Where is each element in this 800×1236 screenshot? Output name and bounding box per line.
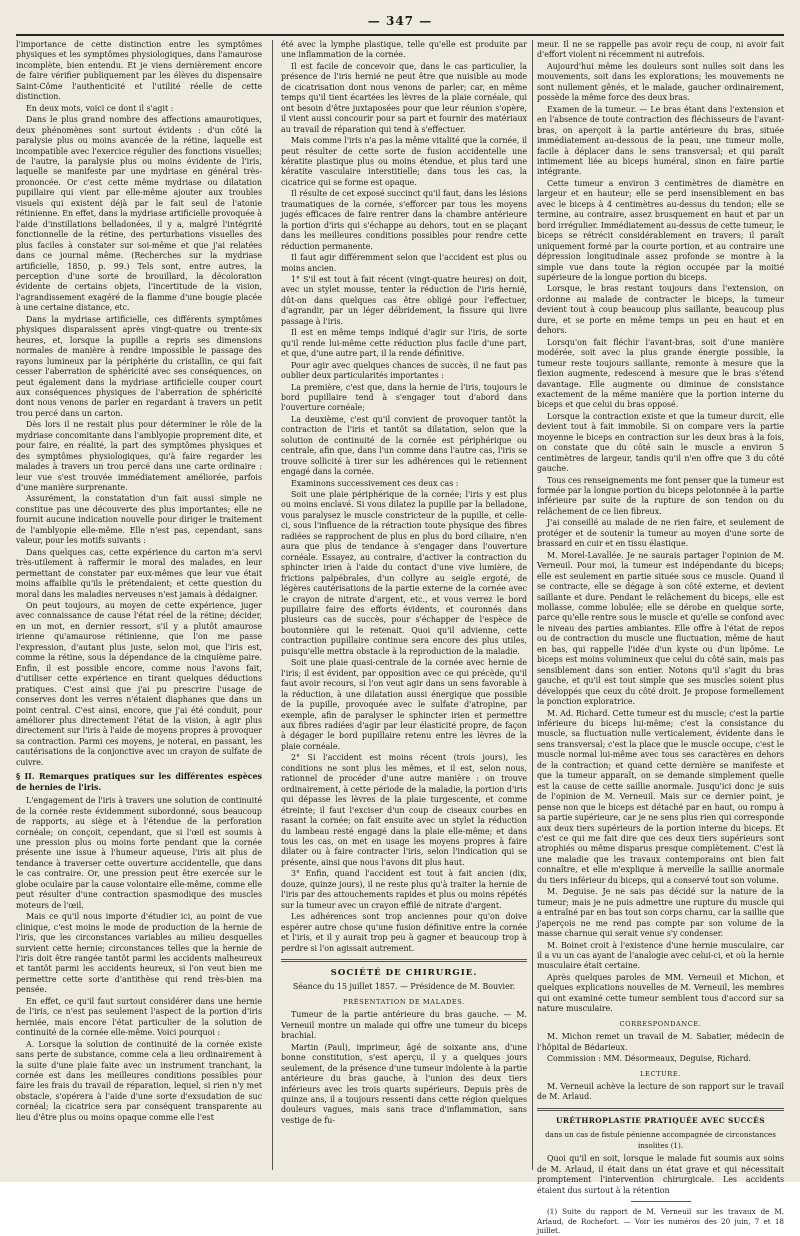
column-divider: [272, 40, 273, 1170]
paragraph: Les adhérences sont trop anciennes pour qu'on doive espérer autre chose qu'une fusion définitive entre la cornée et l'iris, et il y aurait trop peu à gagner et beaucoup trop à perdre si l'on agissait autrement.: [281, 912, 527, 953]
paragraph: La deuxième, c'est qu'il convient de provoquer tantôt la contraction de l'iris et tantôt sa dilatation, selon que la solution de continuité de la cornée est périphérique ou centrale, afin que, dans l'un comme dans l'autre cas, l'iris se trouve sollicité à tirer sur les adhérences qui le retiennent engagé dans la cornée.: [281, 414, 527, 477]
paragraph: Dans quelques cas, cette expérience du carton m'a servi très-utilement à raffermir le moral des malades, en leur permettant de constater par eux-mêmes que leur vue était moins affaiblie qu'ils le prétendaient; et cette question du moral dans les maladies nerveuses n'est jamais à dédaigner.: [16, 547, 262, 599]
paragraph: En effet, ce qu'il faut surtout considérer dans une hernie de l'iris, ce n'est pas seulement l'aspect de la portion d'iris herniée, mais encore l'état particulier de la solution de continuité de la cornée elle-même. Voici pourquoi :: [16, 996, 262, 1038]
paragraph: Mais ce qu'il nous importe d'étudier ici, au point de vue clinique, c'est moins le mode de production de la hernie de l'iris, que les circonstances variables au milieu desquelles survient cette hernie; circonstances telles que la hernie de l'iris doit être rangée tantôt parmi les accidents malheureux et tantôt parmi les accidents heureux, si l'on veut bien me permettre cette sorte d'antithèse qui rend très-bien ma pensée.: [16, 912, 262, 995]
paragraph: La première, c'est que, dans la hernie de l'iris, toujours le bord pupillaire tend à s'engager tout d'abord dans l'ouverture cornéale;: [281, 382, 527, 413]
paragraph: Dès lors il ne restait plus pour déterminer le rôle de la mydriase concomitante dans l'amblyopie proprement dite, et pour faire, en réalité, la part des symptômes physiques et des symptômes physiologiques, qu'à faire regarder les malades à travers un trou percé dans une carte ordinaire : leur vue s'est trouvée immédiatement améliorée, parfois d'une manière surprenante.: [16, 420, 262, 493]
paragraph: Soit une plaie périphérique de la cornée; l'iris y est plus ou moins enclavé. Si vous dilatez la pupille par la belladone, vous paralysez le muscle constricteur de la pupille, et celle-ci, sous l'influence de la rétraction toute physique des fibres radiées se rapprochent de plus en plus du bord ciliaire, n'en aura que plus de tendance à s'engager dans l'ouverture cornéale. Essayez, au contraire, d'activer la contraction du sphincter irien à l'aide du contact d'une vive lumière, de frictions palpébrales, d'un collyre au seigle ergoté, de légères cautérisations de la partie externe de la cornée avec le crayon de nitrate d'argent, etc., et vous verrez le bord pupillaire faire des efforts évidents, et couronnés dans plusieurs cas de succès, pour s'échapper de l'espèce de boutonnière qui le retenait. Quoi qu'il advienne, cette contraction pupillaire continue sera encore des plus utiles, puisqu'elle mettra obstacle à la reproduction de la maladie.: [281, 490, 527, 656]
paragraph: Mais comme l'iris n'a pas la même vitalité que la cornée, il peut résulter de cette sorte de fusion accidentelle une kératite plastique plus ou moins étendue, et plus tard une kératite vasculaire interstitielle; dans tous les cas, la cicatrice qui se forme est opaque.: [281, 136, 527, 187]
paragraph: Lorsqu'on fait fléchir l'avant-bras, soit d'une manière modérée, soit avec la plus grande énergie possible, la tumeur reste toujours saillante, remonte à mesure que la flexion augmente, redescend à mesure que le bras s'étend davantage. Elle augmente ou diminue de consistance exactement de la même manière que la portion interne du biceps et que celui du bras opposé.: [537, 337, 784, 410]
paragraph: J'ai conseillé au malade de ne rien faire, et seulement de protéger et de soutenir la tumeur au moyen d'une sorte de brassard en cuir et en tissu élastique.: [537, 518, 784, 549]
paragraph: Cette tumeur a environ 3 centimètres de diamètre en largeur et en hauteur; elle se perd insensiblement en bas avec le biceps à 4 centimètres au-dessus du tendon; elle se termine, au contraire, assez brusquement en haut et par un bord irrégulier. Immédiatement au-dessus de cette tumeur, le biceps se rétrécit considérablement en travers; il paraît uniquement formé par la courte portion, et au contraire une dépression longitudinale assez profonde se montre à la simple vue dans toute la région occupée par la moitié supérieure de la longue portion du biceps.: [537, 178, 784, 282]
paragraph: Après quelques paroles de MM. Verneuil et Michon, et quelques explications nouvelles de M. Verneuil, les membres qui ont examiné cette tumeur semblent tous d'accord sur sa nature musculaire.: [537, 972, 784, 1014]
section-rule: [537, 1108, 784, 1111]
paragraph: Il est en même temps indiqué d'agir sur l'iris, de sorte qu'il rende lui-même cette réduction plus facile d'une part, et que, d'une autre part, il la rende définitive.: [281, 328, 527, 359]
paragraph: On peut toujours, au moyen de cette expérience, juger avec connaissance de cause l'état réel de la rétine; décider, en un mot, en dernier ressort, s'il y a plutôt amaurose irienne qu'amaurose rétinienne, que l'on me passe l'expression, d'autant plus juste, selon moi, que l'iris est, comme la rétine, sous la dépendance de la cinquième paire. Enfin, il est possible encore, comme nous l'avons fait, d'utiliser cette expérience en tirant quelques déductions pratiques. C'est ainsi que j'ai pu prescrire l'usage de conserves dont les verres n'étaient diaphanes que dans un point central. C'est ainsi, encore, que j'ai été conduit, pour améliorer plus directement l'état de la vision, à agir plus directement sur l'iris à l'aide de moyens propres à provoquer sa contraction. Parmi ces moyens, je noterai, en passant, les cautérisations de la conjonctive avec un crayon de sulfate de cuivre.: [16, 601, 262, 767]
paragraph: Quoi qu'il en soit, lorsque le malade fut soumis aux soins de M. Arlaud, il était dans un état grave et qui nécessitait promptement l'intervention chirurgicale. Les accidents étaient dus surtout à la rétention: [537, 1154, 784, 1195]
paragraph: Dans la mydriase artificielle, ces différents symptômes physiques disparaissent après vingt-quatre ou trente-six heures, et, lorsque la pupille a repris ses dimensions normales de manière à rendre impossible le passage des rayons lumineux par la périphérie du cristallin, ce qui fait cesser l'aberration de sphéricité avec ses conséquences, on peut également dans la mydriase artificielle couper court aux conséquences physiques de l'aberration de sphéricité dont nous venons de parler en regardant à travers un petit trou percé dans un carton.: [16, 314, 262, 418]
correspondance-heading: CORRESPONDANCE.: [619, 1019, 702, 1028]
paragraph: Soit une plaie quasi-centrale de la cornée avec hernie de l'iris; il est évident, par opposition avec ce qui précède, qu'il faut avoir recours, si l'on veut agir dans un sens favorable à la réduction, à une dilatation aussi énergique que possible de la pupille, provoquée avec le sulfate d'atropine, par exemple, afin de paralyser le sphincter irien et permettre aux fibres radiées d'agir par leur élasticité propre, de façon à dégager le bord pupillaire retenu entre les lèvres de la plaie cornéale.: [281, 658, 527, 751]
section-rule: [281, 959, 527, 962]
presentation-heading: PRÉSENTATION DE MALADES.: [343, 997, 465, 1006]
paragraph: 1° S'il est tout à fait récent (vingt-quatre heures) on doit, avec un stylet mousse, tenter la réduction de l'iris hernié, dût-on dans quelques cas être obligé pour l'effectuer, d'agrandir, par un léger débridement, la fissure qui livre passage à l'iris.: [281, 274, 527, 326]
paragraph: M. Morel-Lavallée. Je ne saurais partager l'opinion de M. Verneuil. Pour moi, la tumeur est indépendante du biceps; elle est seulement en partie située sous ce muscle. Quand il se contracte, elle se dégage à son côté externe, et devient saillante et dure. Pendant le relâchement du biceps, elle est mollasse, comme lobulée; elle se dérobe en quelque sorte, parce qu'elle rentre sous le muscle et qu'elle se confond avec le niveau des parties ambiantes. Elle offre à l'état de repos ou de contraction du muscle une fluctuation, même de haut en bas, qui rappelle l'idée d'un kyste ou d'un lipôme. Le biceps est moins volumineux que celui du côté sain, mais pas sensiblement dans son entier. Notons qu'il s'agit du bras gauche, et qu'il est tout simple que ses muscles soient plus développés que ceux du côté droit. Je propose formellement la ponction exploratrice.: [537, 550, 784, 707]
paragraph: En deux mots, voici ce dont il s'agit :: [26, 103, 174, 113]
section-heading: § II. Remarques pratiques sur les différentes espèces de hernies de l'iris.: [16, 772, 262, 792]
paragraph: Lorsque, le bras restant toujours dans l'extension, on ordonne au malade de contracter le biceps, la tumeur devient tout à coup beaucoup plus saillante, beaucoup plus dure, et se porte en même temps un peu en haut et en dehors.: [537, 284, 784, 336]
paragraph: été avec la lymphe plastique, telle qu'elle est produite par une inflammation de la cornée.: [281, 40, 527, 60]
footnote: (1) Suite du rapport de M. Verneuil sur les travaux de M. Arlaud, de Rochefort. — Voir les numéros des 20 juin, 7 et 18 juillet.: [537, 1207, 784, 1236]
paragraph: M. Ad. Richard. Cette tumeur est du muscle; c'est la partie inférieure du biceps lui-même; c'est la consistance du muscle, sa fluctuation nulle verticalement, évidente dans le sens transversal; c'est la place que le muscle occupe, c'est le muscle normal lui-même avec tous ses caractères en dehors de la contraction; et quand cette dernière se manifeste et que la tumeur apparaît, on se demande simplement quelle est la cause de cette saillie anormale. Jusqu'ici donc je suis de l'opinion de M. Verneuil. Mais sur ce dernier point, je pense non que le biceps est détaché par en haut, ou rompu à sa partie supérieure, car je ne sens plus rien qui corresponde aux deux tiers supérieurs de la portion interne du biceps. Et c'est ce qui me fait dire que ces deux tiers supérieurs sont atrophiés ou même disparus presque complètement. C'est là une maladie que les travaux contemporains ont bien fait connaître, et elle m'explique à merveille la saillie anormale du tiers inférieur du biceps, qui a conservé tout son volume.: [537, 708, 784, 885]
footnote-rule: [631, 1201, 691, 1202]
column-left: [16, 40, 262, 1172]
paragraph: M. Verneuil achève la lecture de son rapport sur le travail de M. Arlaud.: [537, 1081, 784, 1102]
paragraph: Aujourd'hui même les douleurs sont nulles soit dans les mouvements, soit dans les explorations; les mouvements ne sont nullement gênés, et le malade, gaucher ordinairement, possède la même force des deux bras.: [537, 61, 784, 103]
society-heading: SOCIÉTÉ DE CHIRURGIE.: [330, 967, 478, 978]
paragraph: Examinons successivement ces deux cas :: [291, 478, 459, 488]
paragraph: Il est facile de concevoir que, dans le cas particulier, la présence de l'iris hernié ne peut être que nuisible au mode de cicatrisation dont nous venons de parler; car, en même temps qu'il tient écartées les lèvres de la plaie cornéale, qui ont besoin d'être juxtaposées pour que leur réunion s'opère, il vient aussi concourir pour sa part et fournir des matériaux au travail de réparation qui tend à s'effectuer.: [281, 61, 527, 134]
header-rule: [16, 34, 784, 36]
paragraph: meur. Il ne se rappelle pas avoir reçu de coup, ni avoir fait d'effort violent ni récemment ni autrefois.: [537, 40, 784, 60]
paragraph: Lorsque la contraction existe et que la tumeur durcit, elle devient tout à fait immobile. Si on compare vers la partie moyenne le biceps en contraction sur les deux bras à la fois, on constate que du côté sain le muscle a environ 5 centimètres de largeur, tandis qu'il n'en offre que 3 du côté gauche.: [537, 411, 784, 474]
paragraph: Il faut agir différemment selon que l'accident est plus ou moins ancien.: [281, 253, 527, 273]
paragraph: M. Deguise. Je ne sais pas décidé sur la nature de la tumeur; mais je ne puis admettre une rupture du muscle qui a entraîné par en bas tout son corps charnu, car la saillie que j'aperçois ne me rend pas compte par son volume de la masse charnue qui serait venue s'y condenser.: [537, 887, 784, 939]
column-middle: [281, 40, 527, 1172]
paragraph: Martin (Paul), imprimeur, âgé de soixante ans, d'une bonne constitution, s'est aperçu, il y a quelques jours seulement, de la présence d'une tumeur indolente à la partie antérieure du bras gauche, à l'union des deux tiers inférieurs avec les trois quarts supérieurs. Depuis près de quinze ans, il a toujours ressenti dans cette région quelques douleurs vagues, mais sans trace d'inflammation, sans vestige de fu-: [281, 1042, 527, 1125]
page-number: — 347 —: [367, 14, 433, 28]
article-title: URÉTHROPLASTIE PRATIQUÉE AVEC SUCCÈS: [556, 1115, 765, 1125]
paragraph: l'importance de cette distinction entre les symptômes physiques et les symptômes physiologiques, dans l'amaurose incomplète, bien entendu. Et je viens dernièrement encore de faire vérifier publiquement par les élèves du dispensaire Saint-Côme l'authenticité et l'utilité réelle de cette distinction.: [16, 40, 262, 102]
paragraph: Pour agir avec quelques chances de succès, il ne faut pas oublier deux particularités importantes :: [281, 360, 527, 381]
paragraph: M. Boinet croit à l'existence d'une hernie musculaire, car il a vu un cas ayant de l'analogie avec celui-ci, et où la hernie musculaire était certaine.: [537, 940, 784, 971]
paragraph: A. Lorsque la solution de continuité de la cornée existe sans perte de substance, comme cela a lieu ordinairement à la suite d'une plaie faite avec un instrument tranchant, la cornée est dans les meilleures conditions possibles pour faire les frais du travail de réparation, lequel, si rien n'y met obstacle, s'opérera à l'aide d'une sorte d'exsudation de suc cornéal; la cicatrice sera par conséquent transparente au lieu d'être plus ou moins opaque comme elle l'est: [16, 1039, 262, 1122]
paragraph: 2° Si l'accident est moins récent (trois jours), les conditions ne sont plus les mêmes, et il est, selon nous, rationnel de procéder d'une autre manière : on trouve ordinairement, à cette période de la maladie, la portion d'iris qui dépasse les lèvres de la plaie turgescente, et comme étreinte; il faut l'exciser d'un coup de ciseaux courbes en rasant la cornée; on fait ensuite avec un stylet la réduction du lambeau resté engagé dans la plaie elle-même; et dans tous les cas, on met en usage les moyens propres à faire dilater ou à faire contracter l'iris, selon l'indication qui se présente, ainsi que nous l'avons dit plus haut.: [281, 753, 527, 867]
article-subtitle: dans un cas de fistule pénienne accompagnée de circonstances insolites (1).: [545, 1130, 776, 1150]
paragraph: Il résulte de cet exposé succinct qu'il faut, dans les lésions traumatiques de la cornée, s'efforcer par tous les moyens jugés efficaces de faire rentrer dans la chambre antérieure la portion d'iris qui s'échappe au dehors, tout en se plaçant dans les meilleures conditions possibles pour rendre cette réduction permanente.: [281, 189, 527, 251]
paragraph: 3° Enfin, quand l'accident est tout à fait ancien (dix, douze, quinze jours), il ne reste plus qu'à traiter la hernie de l'iris par des attouchements rapides et plus ou moins répétés sur la tumeur avec un crayon effilé de nitrate d'argent.: [281, 869, 527, 910]
paragraph: Tous ces renseignements me font penser que la tumeur est formée par la longue portion du biceps pelotonnée à la partie inférieure par suite de la rupture de son tendon ou du relâchement de ce lien fibreux.: [537, 475, 784, 516]
column-right: [537, 40, 784, 1236]
paragraph: Examen de la tumeur. — Le bras étant dans l'extension et en l'absence de toute contraction des fléchisseurs de l'avant-bras, on aperçoit à la partie antérieure du bras, située immédiatement au-dessous de la peau, une tumeur molle, facile à déplacer dans le sens transversal; et qui paraît intimement liée au biceps huméral, sinon en faire partie intégrante.: [537, 104, 784, 177]
session-line: Séance du 15 juillet 1857. — Présidence de M. Bouvier.: [292, 982, 516, 992]
paragraph: Commission : MM. Désormeaux, Deguise, Richard.: [547, 1054, 751, 1064]
paragraph: Assurément, la constatation d'un fait aussi simple ne constitue pas une découverte des plus importantes; elle ne fournit aucune indication nouvelle pour diriger le traitement de l'amblyopie elle-même. Elle n'est pas, cependant, sans valeur, pour les motifs suivants :: [16, 494, 262, 546]
paragraph: M. Michon remet un travail de M. Sabatier, médecin de l'hôpital de Bédarieux.: [537, 1032, 784, 1052]
paragraph: Tumeur de la partie antérieure du bras gauche. — M. Verneuil montre un malade qui offre une tumeur du biceps brachial.: [281, 1010, 527, 1041]
lecture-heading: LECTURE.: [640, 1069, 681, 1078]
column-divider: [532, 40, 533, 1170]
paragraph: Dans le plus grand nombre des affections amaurotiques, deux phénomènes sont surtout évidents : d'un côté la paralysie plus ou moins avancée de la rétine, laquelle est incompatible avec l'exercice régulier des fonctions visuelles; de l'autre, la paralysie plus ou moins évidente de l'iris, laquelle se manifeste par une mydriase en général très-prononcée. Or c'est cette même mydriase ou dilatation pupillaire qui vient par elle-même ajouter aux troubles visuels qui existent déjà par le fait seul de l'atonie rétinienne. En effet, dans la mydriase artificielle provoquée à l'aide d'instillations belladonées, il y a, malgré l'intégrité fonctionnelle de la rétine, des perturbations visuelles des plus faciles à constater sur soi-même et que j'ai relatées dans ce journal même. (Recherches sur la mydriase artificielle, 1850, p. 99.) Tels sont, entre autres, la perception d'une sorte de brouillard, la décoloration évidente de certains objets, l'incertitude de la vision, l'agrandissement exagéré de la flamme d'une bougie placée à une certaine distance, etc.: [16, 115, 262, 313]
paragraph: L'engagement de l'iris à travers une solution de continuité de la cornée reste évidemment subordonné, sous beaucoup de rapports, au siège et à l'étendue de la perforation cornéale; on conçoit, cependant, que si l'œil est soumis à une pression plus ou moins forte pendant que la cornée présente une issue à l'humeur aqueuse, l'iris ait plus de tendance à traverser cette ouverture accidentelle, que dans le cas contraire. Or, une pression peut être exercée sur le globe oculaire par la cause volontaire elle-même, comme elle peut résulter d'une contraction spasmodique des muscles moteurs de l'œil.: [16, 796, 262, 910]
